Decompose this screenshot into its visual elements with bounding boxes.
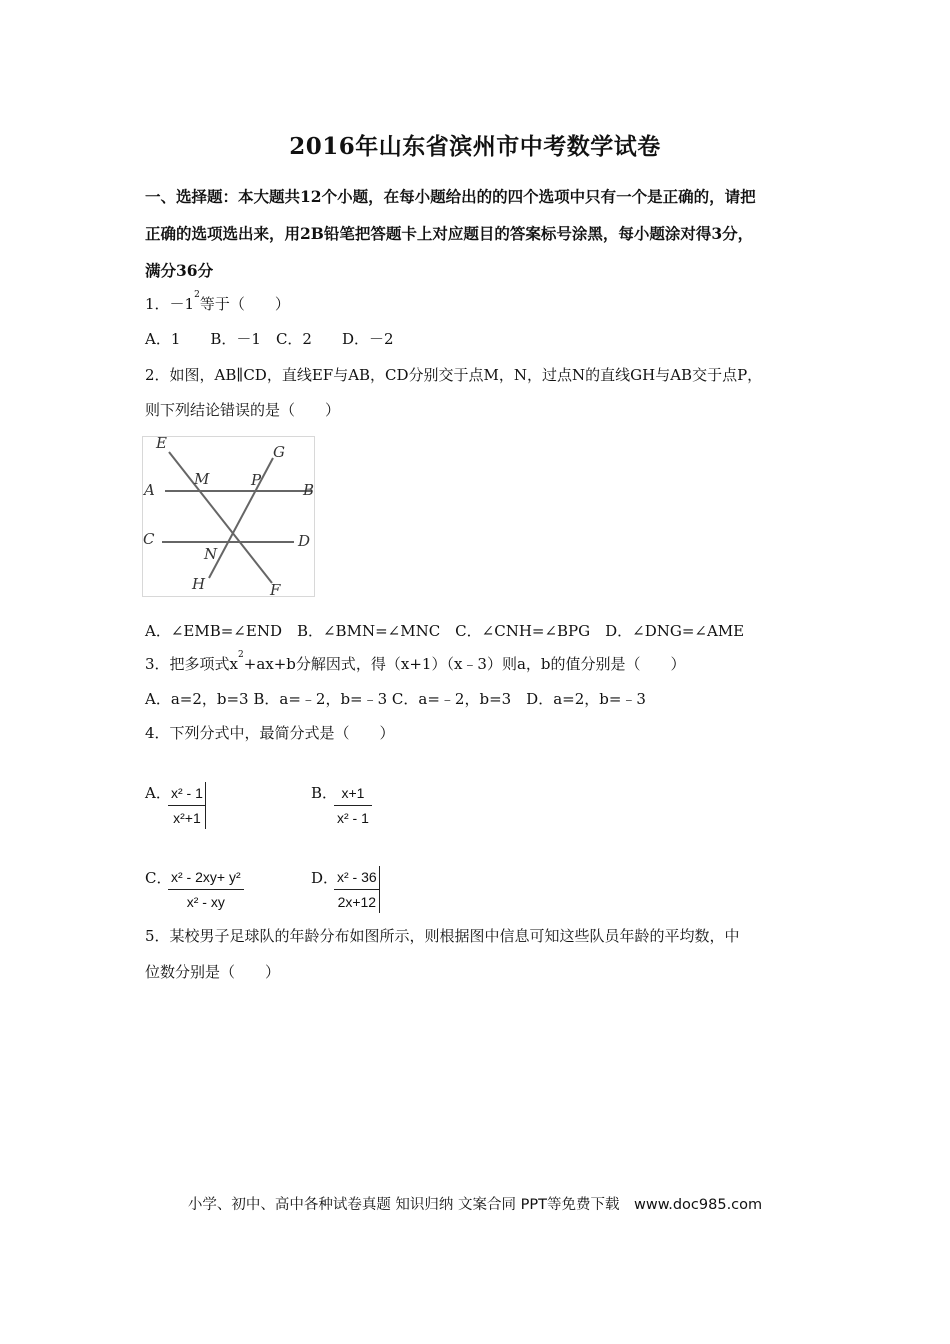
option-d-denominator: 2x+12 — [337, 894, 377, 910]
parallel-lines-figure — [142, 436, 317, 598]
label-G: G — [273, 443, 285, 461]
page-title: 2016年山东省滨州市中考数学试卷 — [289, 133, 661, 160]
label-E: E — [156, 436, 167, 452]
section-heading-line-2: 正确的选项选出来，用2B铅笔把答题卡上对应题目的答案标号涂黑，每小题涂对得3分， — [145, 224, 754, 243]
question-2-options: A．∠EMB=∠END B．∠BMN=∠MNC C．∠CNH=∠BPG D．∠DNG=∠AME — [145, 622, 745, 640]
section-heading-line-1: 一、选择题：本大题共12个小题，在每小题给出的的四个选项中只有一个是正确的，请把 — [145, 187, 756, 206]
option-a-numerator: x² - 1 — [171, 785, 203, 801]
option-a-fraction — [168, 782, 206, 829]
option-a-denominator: x²+1 — [173, 810, 201, 826]
label-F: F — [270, 581, 281, 598]
option-b-denominator: x² - 1 — [337, 810, 369, 826]
question-5-stem-line-2: 位数分别是（ ） — [145, 963, 281, 981]
label-P: P — [251, 471, 262, 489]
label-H: H — [192, 575, 206, 593]
figure-frame — [143, 437, 315, 597]
question-2-stem-line-2: 则下列结论错误的是（ ） — [145, 401, 341, 419]
label-A: A — [144, 481, 155, 499]
option-b-fraction — [334, 782, 372, 829]
line-GH — [209, 458, 273, 578]
question-2-stem-line-1: 2．如图，AB∥CD，直线EF与AB，CD分别交于点M，N，过点N的直线GH与AB交于点P， — [145, 366, 763, 384]
label-B: B — [303, 481, 315, 499]
option-d-fraction — [334, 866, 380, 913]
section-heading-line-3: 满分36分 — [145, 261, 214, 280]
question-1-options: A．1 B．－1 C．2 D．－2 — [145, 330, 394, 348]
option-c-denominator: x² - xy — [186, 894, 225, 910]
option-c-fraction — [168, 866, 244, 913]
question-5-stem-line-1: 5．某校男子足球队的年龄分布如图所示，则根据图中信息可知这些队员年龄的平均数，中 — [145, 927, 740, 945]
option-b-numerator: x+1 — [341, 785, 365, 801]
option-d-label: D． — [311, 869, 339, 887]
label-D: D — [298, 532, 311, 550]
footer-text: 小学、初中、高中各种试卷真题 知识归纳 文案合同 PPT等免费下载 www.doc985.com — [187, 1197, 763, 1213]
label-M: M — [194, 470, 210, 488]
question-1-stem: 1．$-1^2$等于（ ） — [145, 290, 290, 313]
question-3-options: A．a=2，b=3 B．a=﹣2，b=﹣3 C．a=﹣2，b=3 D．a=2，b=﹣3 — [145, 690, 646, 708]
label-N: N — [204, 545, 218, 563]
option-b-label: B． — [311, 784, 338, 802]
option-c-numerator: x² - 2xy+ y² — [171, 869, 241, 885]
label-C: C — [143, 530, 155, 548]
option-a-label: A． — [145, 784, 171, 802]
question-4-stem: 4．下列分式中，最简分式是（ ） — [145, 724, 395, 742]
option-d-numerator: x² - 36 — [337, 869, 377, 885]
option-c-label: C． — [145, 869, 172, 887]
question-3-stem: 3．把多项式$x^2+ax+b$分解因式，得（x+1）（x﹣3）则a，b的值分别是（ ） — [145, 650, 686, 673]
